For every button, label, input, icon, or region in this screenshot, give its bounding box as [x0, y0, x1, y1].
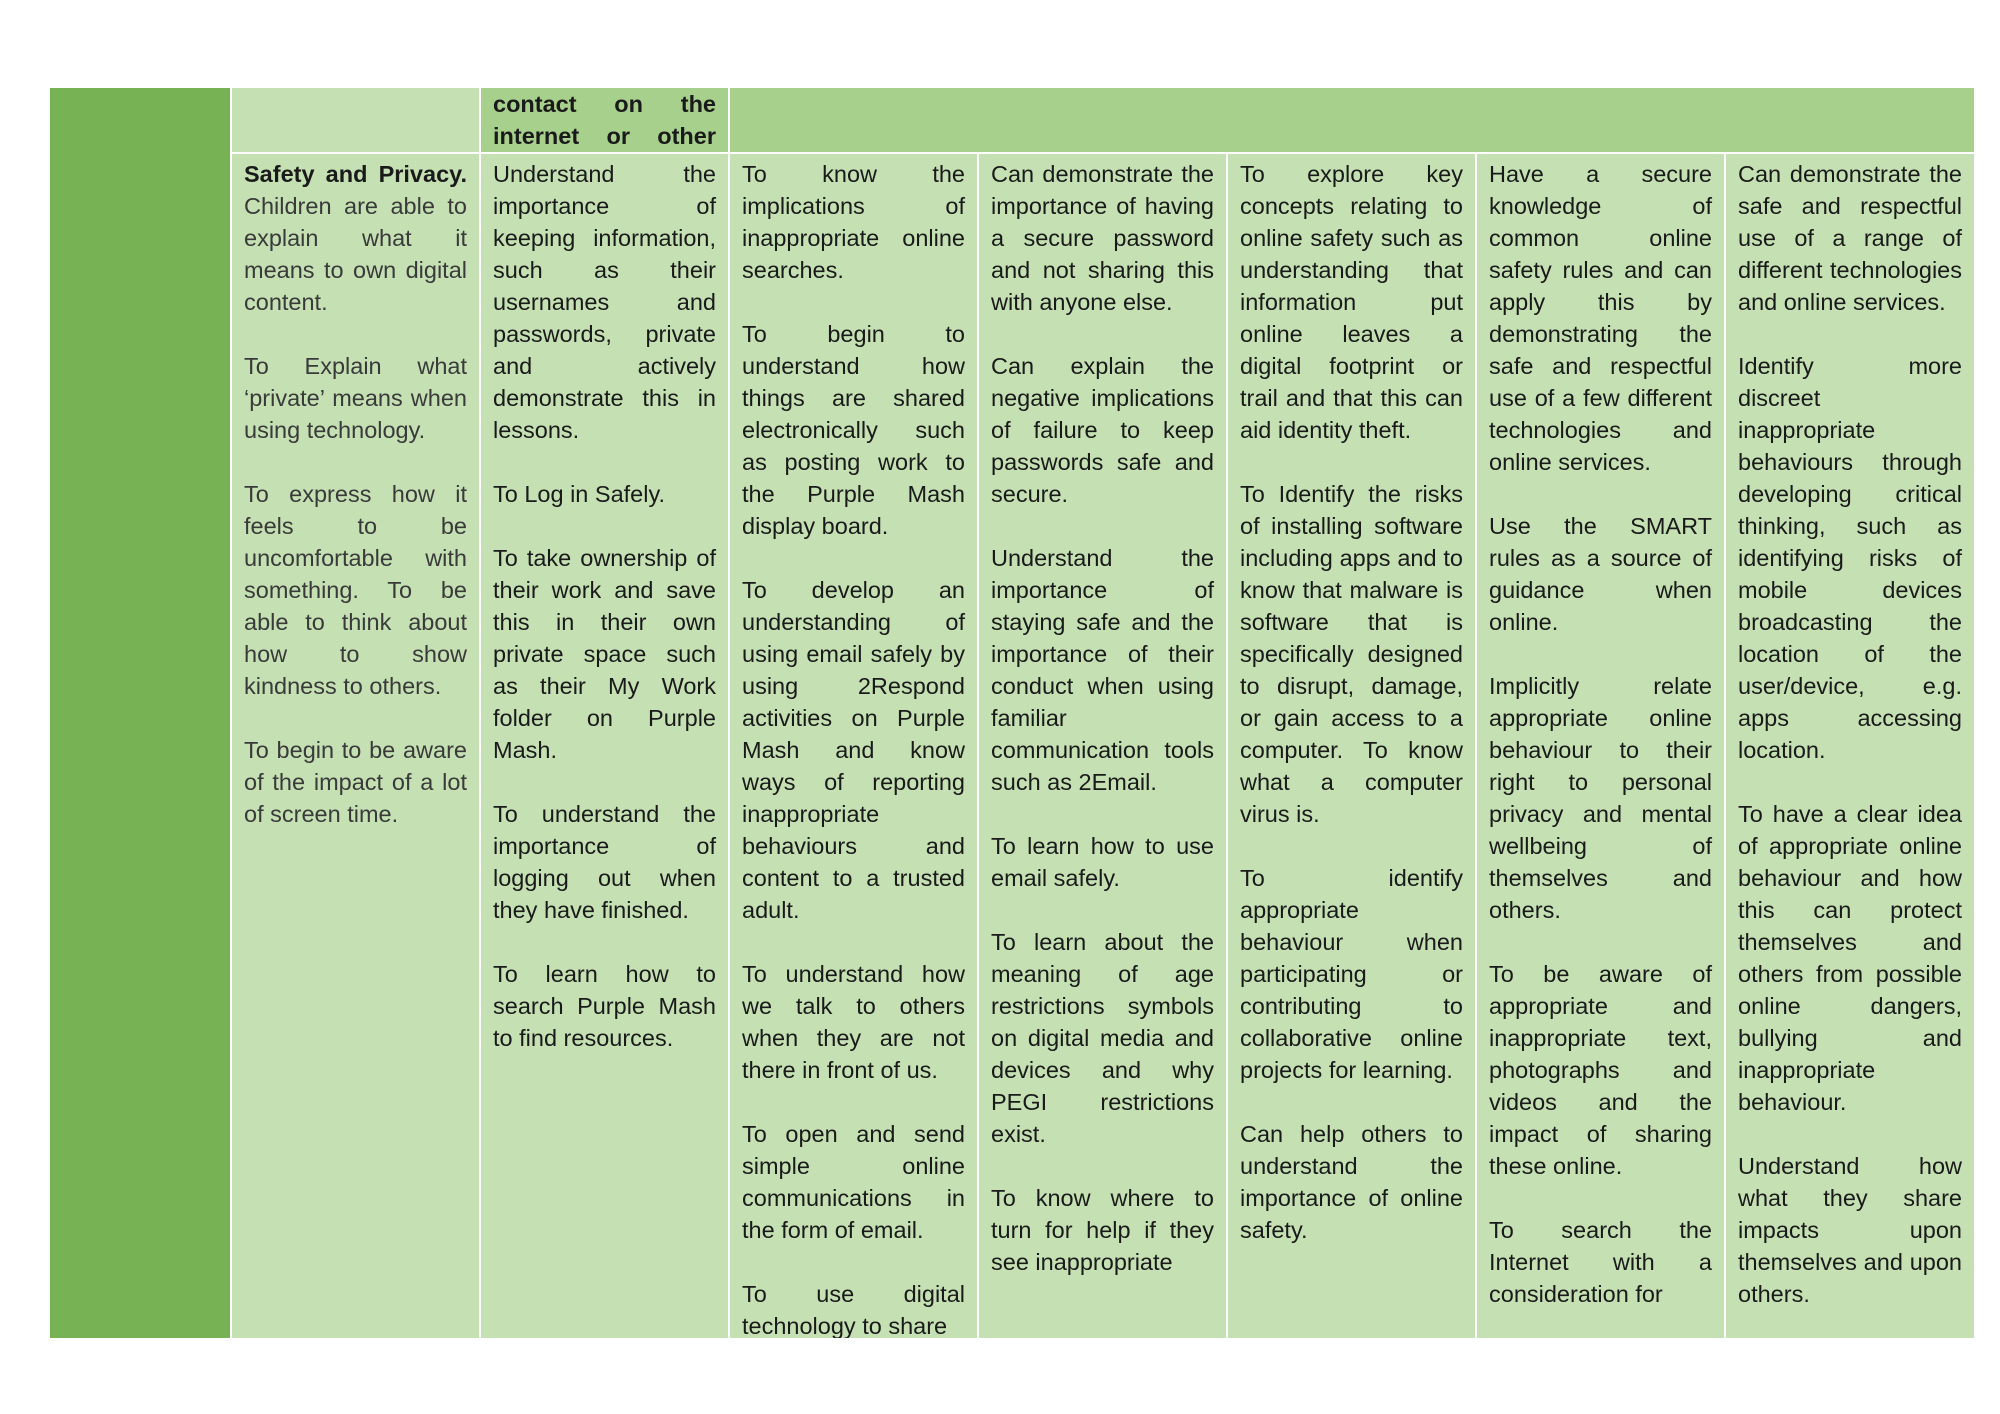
- column-paragraph: To Log in Safely.: [493, 481, 666, 507]
- column-paragraph: To learn about the meaning of age restrictions symbols on digital media and devices and why PEGI restrictions exist.: [991, 929, 1214, 1147]
- column-paragraph: To learn how to search Purple Mash to find resources.: [493, 961, 716, 1051]
- curriculum-table: [50, 88, 1960, 1336]
- column-paragraph: To develop an understanding of using email safely by using 2Respond activities on Purple Mash and know ways of reporting inappropriate behaviours and content to a trusted adult.: [742, 577, 965, 923]
- column-stage-2: [730, 154, 977, 1338]
- column-paragraph: Have a secure knowledge of common online safety rules and can apply this by demonstrating the safe and respectful use of a few different technologies and online services.: [1489, 161, 1712, 475]
- column-paragraph: Can demonstrate the importance of having a secure password and not sharing this with anyone else.: [991, 161, 1214, 315]
- column-paragraph: Can explain the negative implications of failure to keep passwords safe and secure.: [991, 353, 1214, 507]
- column-paragraph: Identify more discreet inappropriate behaviours through developing critical thinking, such as identifying risks of mobile devices broadcasting the location of the user/device, e.g. apps accessing location.: [1738, 353, 1962, 763]
- column-stage-5: [1477, 154, 1724, 1338]
- column-paragraph: To be aware of appropriate and inappropriate text, photographs and videos and the impact of sharing these online.: [1489, 961, 1712, 1179]
- column-paragraph: To understand how we talk to others when they are not there in front of us.: [742, 961, 965, 1083]
- column-paragraph: To use digital technology to share: [742, 1281, 965, 1338]
- column-paragraph: To search the Internet with a consideration for: [1489, 1217, 1712, 1307]
- header-band: [730, 88, 1974, 152]
- column-paragraph: To Explain what ‘private’ means when using technology.: [244, 353, 467, 443]
- column-paragraph: To open and send simple online communications in the form of email.: [742, 1121, 965, 1243]
- header-blank-cell: [232, 88, 479, 152]
- column-safety-privacy: [232, 154, 479, 1338]
- column-paragraph: To express how it feels to be uncomfortable with something. To be able to think about how to show kindness to others.: [244, 481, 467, 699]
- column-paragraph: To know where to turn for help if they see inappropriate: [991, 1185, 1214, 1275]
- column-paragraph: To Identify the risks of installing software including apps and to know that malware is software that is specifically designed to disrupt, damage, or gain access to a computer. To know what a computer virus is.: [1240, 481, 1463, 827]
- column-paragraph: To identify appropriate behaviour when participating or contributing to collaborative online projects for learning.: [1240, 865, 1463, 1083]
- column-paragraph: Can demonstrate the safe and respectful use of a range of different technologies and online services.: [1738, 161, 1962, 315]
- column-paragraph: To begin to understand how things are shared electronically such as posting work to the Purple Mash display board.: [742, 321, 965, 539]
- column-paragraph: To take ownership of their work and save this in their own private space such as their My Work folder on Purple Mash.: [493, 545, 716, 763]
- column-stage-1: [481, 154, 728, 1338]
- column-stage-6: [1726, 154, 1974, 1338]
- column-paragraph: To begin to be aware of the impact of a lot of screen time.: [244, 737, 467, 827]
- column-paragraph: Understand the importance of staying safe and the importance of their conduct when using familiar communication tools such as 2Email.: [991, 545, 1214, 795]
- column-paragraph: Understand how what they share impacts upon themselves and upon others.: [1738, 1153, 1962, 1307]
- column-paragraph: To explore key concepts relating to online safety such as understanding that information put online leaves a digital footprint or trail and that this can aid identity theft.: [1240, 161, 1463, 443]
- column-paragraph: [244, 158, 467, 318]
- column-stage-4: [1228, 154, 1475, 1338]
- header-continuation-cell: [481, 88, 728, 152]
- column-paragraph: To know the implications of inappropriate online searches.: [742, 161, 965, 283]
- column-paragraph: To understand the importance of logging out when they have finished.: [493, 801, 716, 923]
- column-heading: Safety and Privacy.: [244, 161, 467, 187]
- header-continuation-text: contact on the internet or other: [493, 91, 716, 149]
- paragraph-text: Children are able to explain what it means to own digital content.: [244, 193, 467, 315]
- side-bar: [50, 88, 230, 1338]
- column-stage-3: [979, 154, 1226, 1338]
- column-paragraph: To have a clear idea of appropriate online behaviour and how this can protect themselves and others from possible online dangers, bullying and inappropriate behaviour.: [1738, 801, 1962, 1115]
- column-paragraph: Can help others to understand the importance of online safety.: [1240, 1121, 1463, 1243]
- column-paragraph: To learn how to use email safely.: [991, 833, 1214, 891]
- column-paragraph: Use the SMART rules as a source of guidance when online.: [1489, 513, 1712, 635]
- column-paragraph: Implicitly relate appropriate online behaviour to their right to personal privacy and mental wellbeing of themselves and others.: [1489, 673, 1712, 923]
- column-paragraph: Understand the importance of keeping information, such as their usernames and passwords, private and actively demonstrate this in lessons.: [493, 161, 716, 443]
